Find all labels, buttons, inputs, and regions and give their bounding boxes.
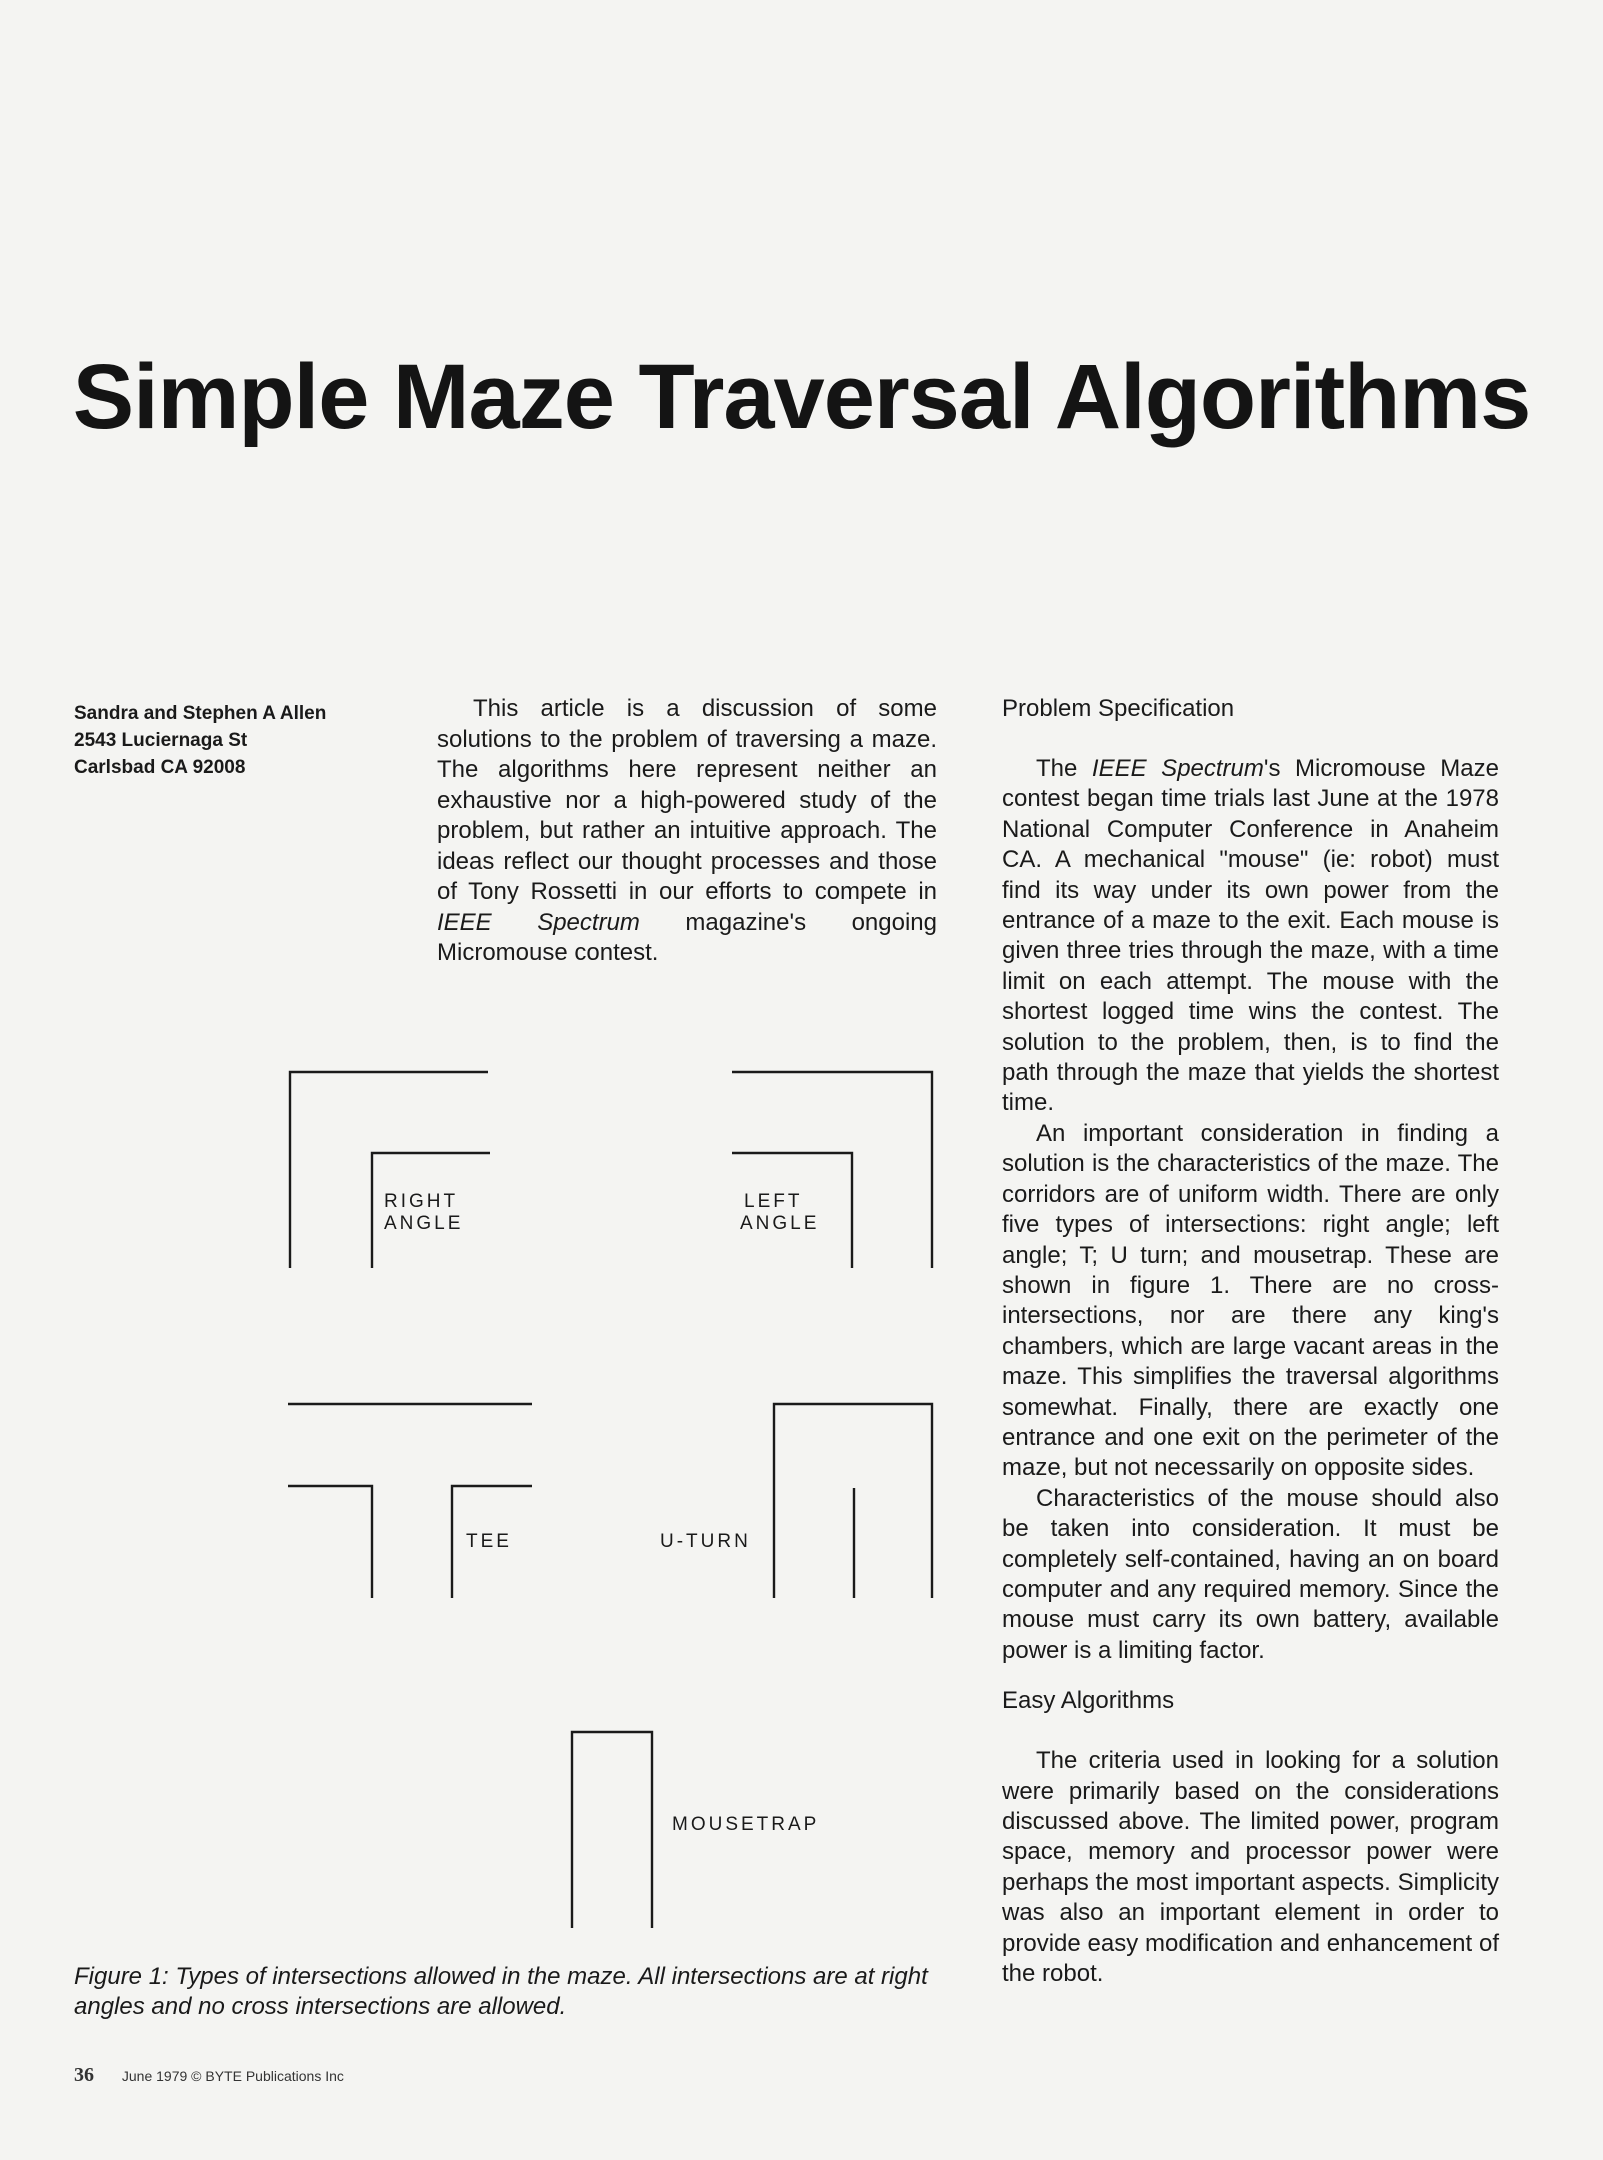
intro-text-after: magazine's ongoing Micromouse contest.	[437, 908, 937, 966]
page-number: 36	[74, 2064, 94, 2086]
left-angle-outer-wall	[732, 1072, 932, 1268]
mousetrap-walls	[572, 1732, 652, 1928]
heading-problem-specification: Problem Specification	[1002, 695, 1235, 722]
intro-paragraph	[437, 694, 937, 969]
problem-p1-before: The	[1036, 755, 1092, 782]
label-left-angle-2: ANGLE	[740, 1213, 820, 1234]
problem-p1-after: 's Micromouse Maze contest began time trials last June at the 1978 National Computer Conference in Anaheim CA. A mechanical "mouse" (ie: robot) must find its way under its own power from the entrance of a maze to the exit. Each mouse is given three tries through the maze, with a time limit on each attempt. The mouse with the shortest logged time wins the contest. The solution to the problem, then, is to find the path through the maze that yields the shortest time.	[1002, 755, 1499, 1117]
heading-easy-algorithms: Easy Algorithms	[1002, 1687, 1175, 1715]
page-footer	[74, 2064, 344, 2087]
left-angle-inner-wall	[732, 1153, 852, 1268]
u-turn-outer-wall	[774, 1404, 932, 1598]
author-city: Carlsbad CA 92008	[74, 757, 246, 778]
problem-p1-italic: IEEE Spectrum	[1091, 755, 1264, 782]
tee-right-wall	[452, 1486, 532, 1598]
right-angle-inner-wall	[372, 1153, 490, 1268]
article-title: Simple Maze Traversal Algorithms	[72, 346, 1531, 448]
author-street: 2543 Luciernaga St	[74, 730, 248, 751]
label-right-angle-2: ANGLE	[384, 1213, 464, 1234]
author-names: Sandra and Stephen A Allen	[74, 703, 327, 724]
easy-paragraph-1: The criteria used in looking for a solution were primarily based on the considerations discussed above. The limited power, program space, memory and processor power were perhaps the most important aspects. Simplicity was also an important element in order to provide easy modification and enhancement of the robot.	[1002, 1747, 1499, 1988]
label-mousetrap: MOUSETRAP	[672, 1814, 820, 1835]
tee-left-wall	[288, 1486, 372, 1598]
label-tee: TEE	[466, 1531, 512, 1552]
problem-paragraph-3: Characteristics of the mouse should also be taken into consideration. It must be completely self-contained, having an on board computer and any required memory. Since the mouse must carry its own battery, available power is a limiting factor.	[1002, 1484, 1499, 1664]
right-column	[1002, 694, 1499, 1989]
footer-text: June 1979 © BYTE Publications Inc	[121, 2068, 344, 2084]
intro-text-before: This article is a discussion of some solutions to the problem of traversing a maze. The algorithms here represent neither an exhaustive nor a high-powered study of the problem, but rather an intuitive approach. The ideas reflect our thought processes and those of Tony Rossetti in our efforts to compete in	[437, 695, 937, 905]
problem-paragraph-1	[1002, 754, 1499, 1119]
problem-paragraph-2: An important consideration in finding a solution is the characteristics of the maze. The corridors are of uniform width. There are only five types of intersections: right angle; left angle; T; U turn; and mousetrap. These are shown in figure 1. There are no cross-intersections, nor are there any king's chambers, which are large vacant areas in the maze. This simplifies the traversal algorithms somewhat. Finally, there are exactly one entrance and one exit on the perimeter of the maze, but not necessarily on opposite sides.	[1002, 1119, 1499, 1482]
label-u-turn: U-TURN	[660, 1531, 751, 1552]
label-right-angle-1: RIGHT	[384, 1191, 459, 1212]
author-block	[74, 700, 384, 781]
label-left-angle-1: LEFT	[744, 1191, 803, 1212]
figure-caption: Figure 1: Types of intersections allowed in the maze. All intersections are at right angles and no cross intersections are allowed.	[74, 1963, 928, 2020]
intro-italic: IEEE Spectrum	[437, 908, 640, 936]
right-angle-outer-wall	[290, 1072, 488, 1268]
